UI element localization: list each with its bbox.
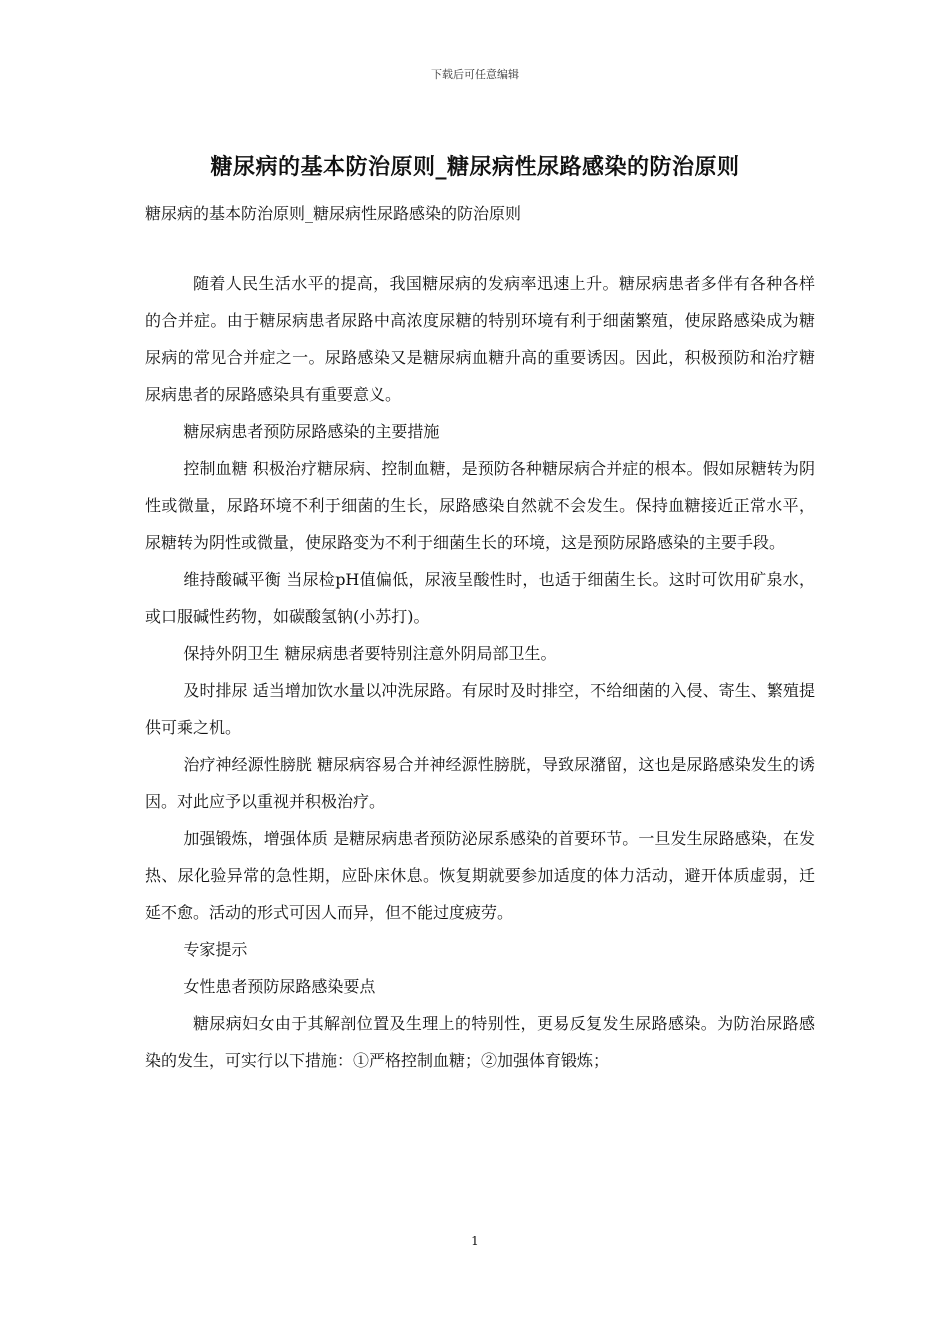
paragraph-female-prevention: 女性患者预防尿路感染要点	[183, 977, 376, 996]
paragraph-acid-base-balance: 维持酸碱平衡 当尿检pH值偏低，尿液呈酸性时，也适于细菌生长。这时可饮用矿泉水，或口服碱性药物，如碳酸氢钠(小苏打)。	[145, 570, 815, 626]
paragraph-heading-measures: 糖尿病患者预防尿路感染的主要措施	[183, 422, 440, 441]
paragraph-urination: 及时排尿 适当增加饮水量以冲洗尿路。有尿时及时排空，不给细菌的入侵、寄生、繁殖提供可乘之机。	[145, 681, 815, 737]
document-body	[145, 265, 815, 1079]
paragraph-intro: 随着人民生活水平的提高，我国糖尿病的发病率迅速上升。糖尿病患者多伴有各种各样的合并症。由于糖尿病患者尿路中高浓度尿糖的特别环境有利于细菌繁殖，使尿路感染成为糖尿病的常见合并症之一。尿路感染又是糖尿病血糖升高的重要诱因。因此，积极预防和治疗糖尿病患者的尿路感染具有重要意义。	[145, 274, 815, 404]
paragraph-female-details: 糖尿病妇女由于其解剖位置及生理上的特别性，更易反复发生尿路感染。为防治尿路感染的发生，可实行以下措施：①严格控制血糖；②加强体育锻炼；	[145, 1014, 815, 1070]
paragraph-control-blood-sugar: 控制血糖 积极治疗糖尿病、控制血糖，是预防各种糖尿病合并症的根本。假如尿糖转为阴性或微量，尿路环境不利于细菌的生长，尿路感染自然就不会发生。保持血糖接近正常水平，尿糖转为阴性或微量，使尿路变为不利于细菌生长的环境，这是预防尿路感染的主要手段。	[145, 459, 815, 552]
document-subtitle: 糖尿病的基本防治原则_糖尿病性尿路感染的防治原则	[145, 204, 522, 223]
header-note: 下载后可任意编辑	[431, 68, 519, 81]
paragraph-exercise: 加强锻炼，增强体质 是糖尿病患者预防泌尿系感染的首要环节。一旦发生尿路感染，在发热、尿化验异常的急性期，应卧床休息。恢复期就要参加适度的体力活动，避开体质虚弱，迁延不愈。活动的形式可因人而异，但不能过度疲劳。	[145, 829, 815, 922]
paragraph-expert-tip: 专家提示	[183, 940, 248, 959]
paragraph-hygiene: 保持外阴卫生 糖尿病患者要特别注意外阴局部卫生。	[183, 644, 557, 663]
page-number: 1	[471, 1234, 479, 1248]
paragraph-neurogenic-bladder: 治疗神经源性膀胱 糖尿病容易合并神经源性膀胱，导致尿潴留，这也是尿路感染发生的诱因。对此应予以重视并积极治疗。	[145, 755, 815, 811]
document-title: 糖尿病的基本防治原则_糖尿病性尿路感染的防治原则	[210, 154, 740, 180]
